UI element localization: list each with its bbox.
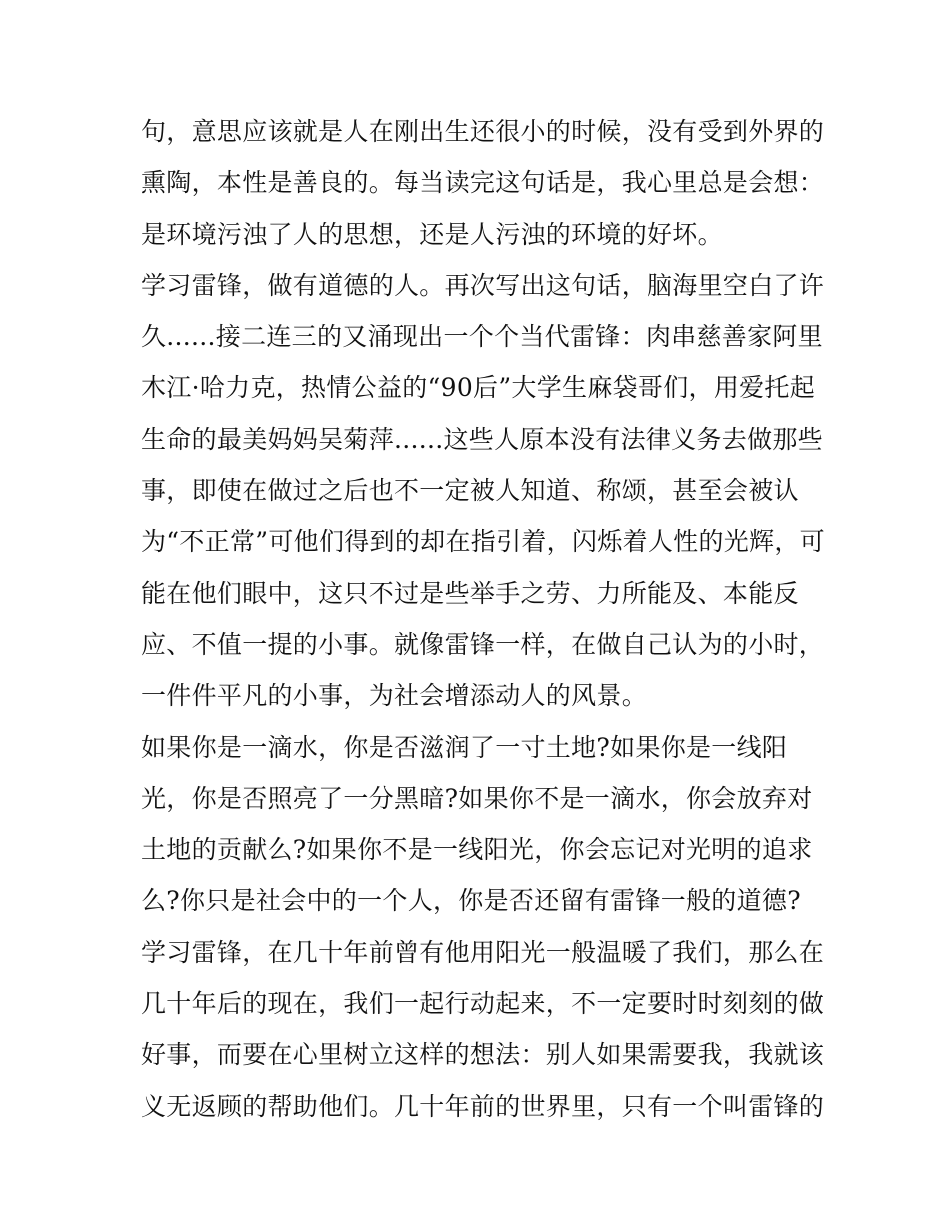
text-line: 如果你是一滴水，你是否滋润了一寸土地?如果你是一线阳 xyxy=(141,732,788,762)
text-line: 好事，而要在心里树立这样的想法：别人如果需要我，我就该 xyxy=(141,1040,825,1070)
text-line: 学习雷锋，做有道德的人。再次写出这句话，脑海里空白了许 xyxy=(141,270,825,300)
text-line: 为“不正常”可他们得到的却在指引着，闪烁着人性的光辉，可 xyxy=(141,527,825,557)
text-line: 事，即使在做过之后也不一定被人知道、称颂，甚至会被认 xyxy=(141,476,799,506)
text-line: 熏陶，本性是善良的。每当读完这句话是，我心里总是会想： xyxy=(141,168,825,198)
text-line: 学习雷锋，在几十年前曾有他用阳光一般温暖了我们，那么在 xyxy=(141,937,825,967)
body-text xyxy=(141,106,825,1132)
text-line: 能在他们眼中，这只不过是些举手之劳、力所能及、本能反 xyxy=(141,578,799,608)
text-line: 久......接二连三的又涌现出一个个当代雷锋：肉串慈善家阿里 xyxy=(141,322,823,352)
text-line: 么?你只是社会中的一个人，你是否还留有雷锋一般的道德? xyxy=(141,886,801,916)
text-line: 土地的贡献么?如果你不是一线阳光，你会忘记对光明的追求 xyxy=(141,835,813,865)
text-line: 义无返顾的帮助他们。几十年前的世界里，只有一个叫雷锋的 xyxy=(141,1091,825,1121)
text-line: 木江·哈力克，热情公益的“90后”大学生麻袋哥们，用爱托起 xyxy=(141,373,816,403)
text-line: 光，你是否照亮了一分黑暗?如果你不是一滴水，你会放弃对 xyxy=(141,783,813,813)
text-line: 生命的最美妈妈吴菊萍......这些人原本没有法律义务去做那些 xyxy=(141,424,823,454)
text-line: 应、不值一提的小事。就像雷锋一样，在做自己认为的小时， xyxy=(141,629,825,659)
text-line: 是环境污浊了人的思想，还是人污浊的环境的好坏。 xyxy=(141,219,723,249)
text-line: 一件件平凡的小事，为社会增添动人的风景。 xyxy=(141,681,648,711)
text-line: 句，意思应该就是人在刚出生还很小的时候，没有受到外界的 xyxy=(141,117,825,146)
text-line: 几十年后的现在，我们一起行动起来，不一定要时时刻刻的做 xyxy=(141,989,825,1019)
